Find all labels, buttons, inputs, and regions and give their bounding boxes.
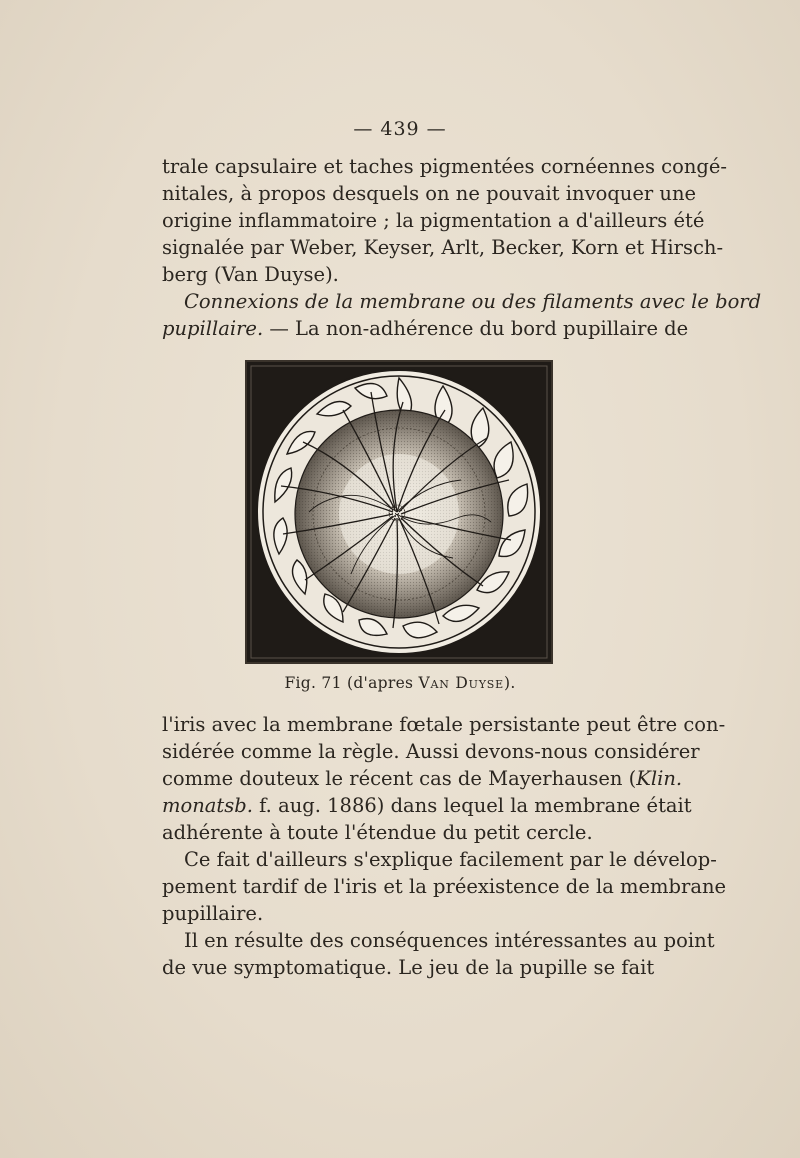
paragraph-3 <box>162 711 726 846</box>
text-line: pement tardif de l'iris et la préexistence de la membrane <box>162 875 727 898</box>
text-line: trale capsulaire et taches pigmentées cornéennes congé- <box>162 155 728 178</box>
text-line: berg (Van Duyse). <box>162 263 339 286</box>
iris-membrane-illustration <box>247 362 551 662</box>
text-line: Il en résulte des conséquences intéressantes au point <box>184 929 715 952</box>
paragraph-5 <box>162 927 715 981</box>
text-line: nitales, à propos desquels on ne pouvait invoquer une <box>162 182 697 205</box>
page-number: — 439 — <box>353 118 447 140</box>
text-line: signalée par Weber, Keyser, Arlt, Becker, Korn et Hirsch- <box>162 236 724 259</box>
figure-illustration <box>247 362 551 662</box>
journal-title: Klin. <box>636 767 683 790</box>
caption-author: Van Duyse <box>418 674 504 692</box>
paragraph-1 <box>162 153 728 288</box>
text-line: l'iris avec la membrane fœtale persistante peut être con- <box>162 713 726 736</box>
text-line: de vue symptomatique. Le jeu de la pupille se fait <box>162 956 655 979</box>
paragraph-2 <box>162 288 762 342</box>
text-fragment: — La non-adhérence du bord pupillaire de <box>263 317 689 340</box>
text-line: pupillaire. <box>162 902 264 925</box>
text-line <box>162 315 689 342</box>
text-line: adhérente à toute l'étendue du petit cercle. <box>162 821 593 844</box>
section-heading: Connexions de la membrane ou des filaments avec le bord <box>184 290 762 313</box>
figure-caption <box>0 674 800 692</box>
text-line: sidérée comme la règle. Aussi devons-nous considérer <box>162 740 700 763</box>
paragraph-4 <box>162 846 727 927</box>
caption-prefix: Fig. 71 (d'apres <box>284 674 419 692</box>
text-line <box>162 792 692 819</box>
text-fragment: f. aug. 1886) dans lequel la membrane était <box>252 794 692 817</box>
section-heading-end: pupillaire. <box>162 317 264 340</box>
text-fragment: comme douteux le récent cas de Mayerhausen ( <box>162 767 637 790</box>
caption-suffix: ). <box>503 674 516 692</box>
text-line <box>162 765 683 792</box>
journal-title-end: monatsb. <box>162 794 253 817</box>
text-line: origine inflammatoire ; la pigmentation a d'ailleurs été <box>162 209 705 232</box>
text-line: Ce fait d'ailleurs s'explique facilement par le dévelop- <box>184 848 717 871</box>
